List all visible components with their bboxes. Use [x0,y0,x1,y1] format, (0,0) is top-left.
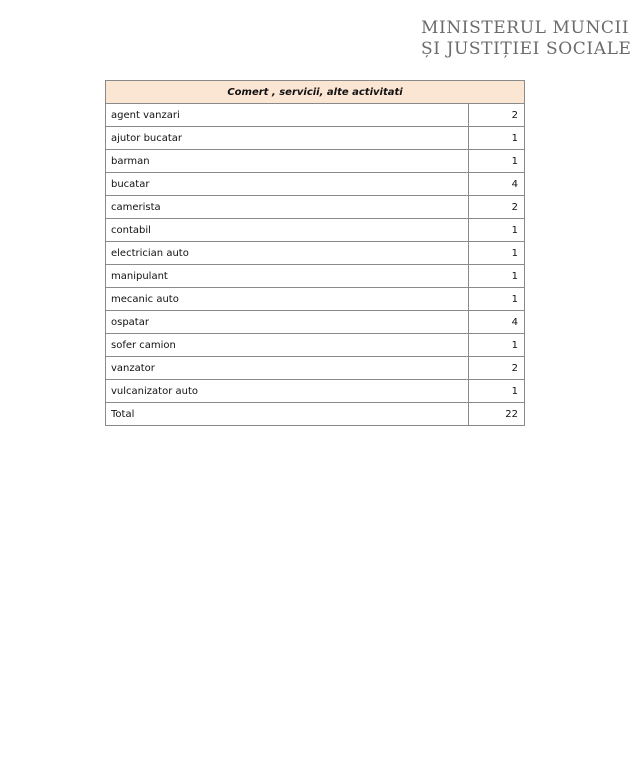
vacancy-count: 1 [469,150,525,173]
occupation-name: camerista [106,196,469,219]
occupation-name: mecanic auto [106,288,469,311]
total-label: Total [106,403,469,426]
ministry-logo-text [421,18,632,60]
occupation-name: sofer camion [106,334,469,357]
occupation-name: contabil [106,219,469,242]
table-title: Comert , servicii, alte activitati [106,81,525,104]
occupation-name: ajutor bucatar [106,127,469,150]
table-row [106,334,525,357]
occupation-name: manipulant [106,265,469,288]
occupation-name: electrician auto [106,242,469,265]
table-row [106,127,525,150]
ministry-name-line2: ȘI JUSTIȚIEI SOCIALE [421,39,632,59]
table-row [106,173,525,196]
table-row [106,104,525,127]
vacancy-count: 4 [469,173,525,196]
occupation-name: agent vanzari [106,104,469,127]
table-row [106,380,525,403]
table-row [106,219,525,242]
jobs-table-container [105,80,524,426]
vacancy-count: 2 [469,357,525,380]
vacancy-count: 2 [469,104,525,127]
table-header-row [106,81,525,104]
occupation-name: vulcanizator auto [106,380,469,403]
vacancy-count: 1 [469,242,525,265]
occupation-name: bucatar [106,173,469,196]
table-row [106,288,525,311]
occupation-name: barman [106,150,469,173]
table-row [106,311,525,334]
vacancy-count: 1 [469,380,525,403]
vacancy-count: 1 [469,127,525,150]
vacancy-count: 1 [469,219,525,242]
vacancy-count: 1 [469,265,525,288]
occupation-name: vanzator [106,357,469,380]
jobs-table [105,80,525,426]
vacancy-count: 1 [469,334,525,357]
vacancy-count: 1 [469,288,525,311]
table-row [106,196,525,219]
table-row [106,150,525,173]
vacancy-count: 4 [469,311,525,334]
total-row [106,403,525,426]
table-row [106,265,525,288]
ministry-name-line1: MINISTERUL MUNCII [421,18,630,38]
vacancy-count: 2 [469,196,525,219]
table-row [106,242,525,265]
table-row [106,357,525,380]
occupation-name: ospatar [106,311,469,334]
total-value: 22 [469,403,525,426]
